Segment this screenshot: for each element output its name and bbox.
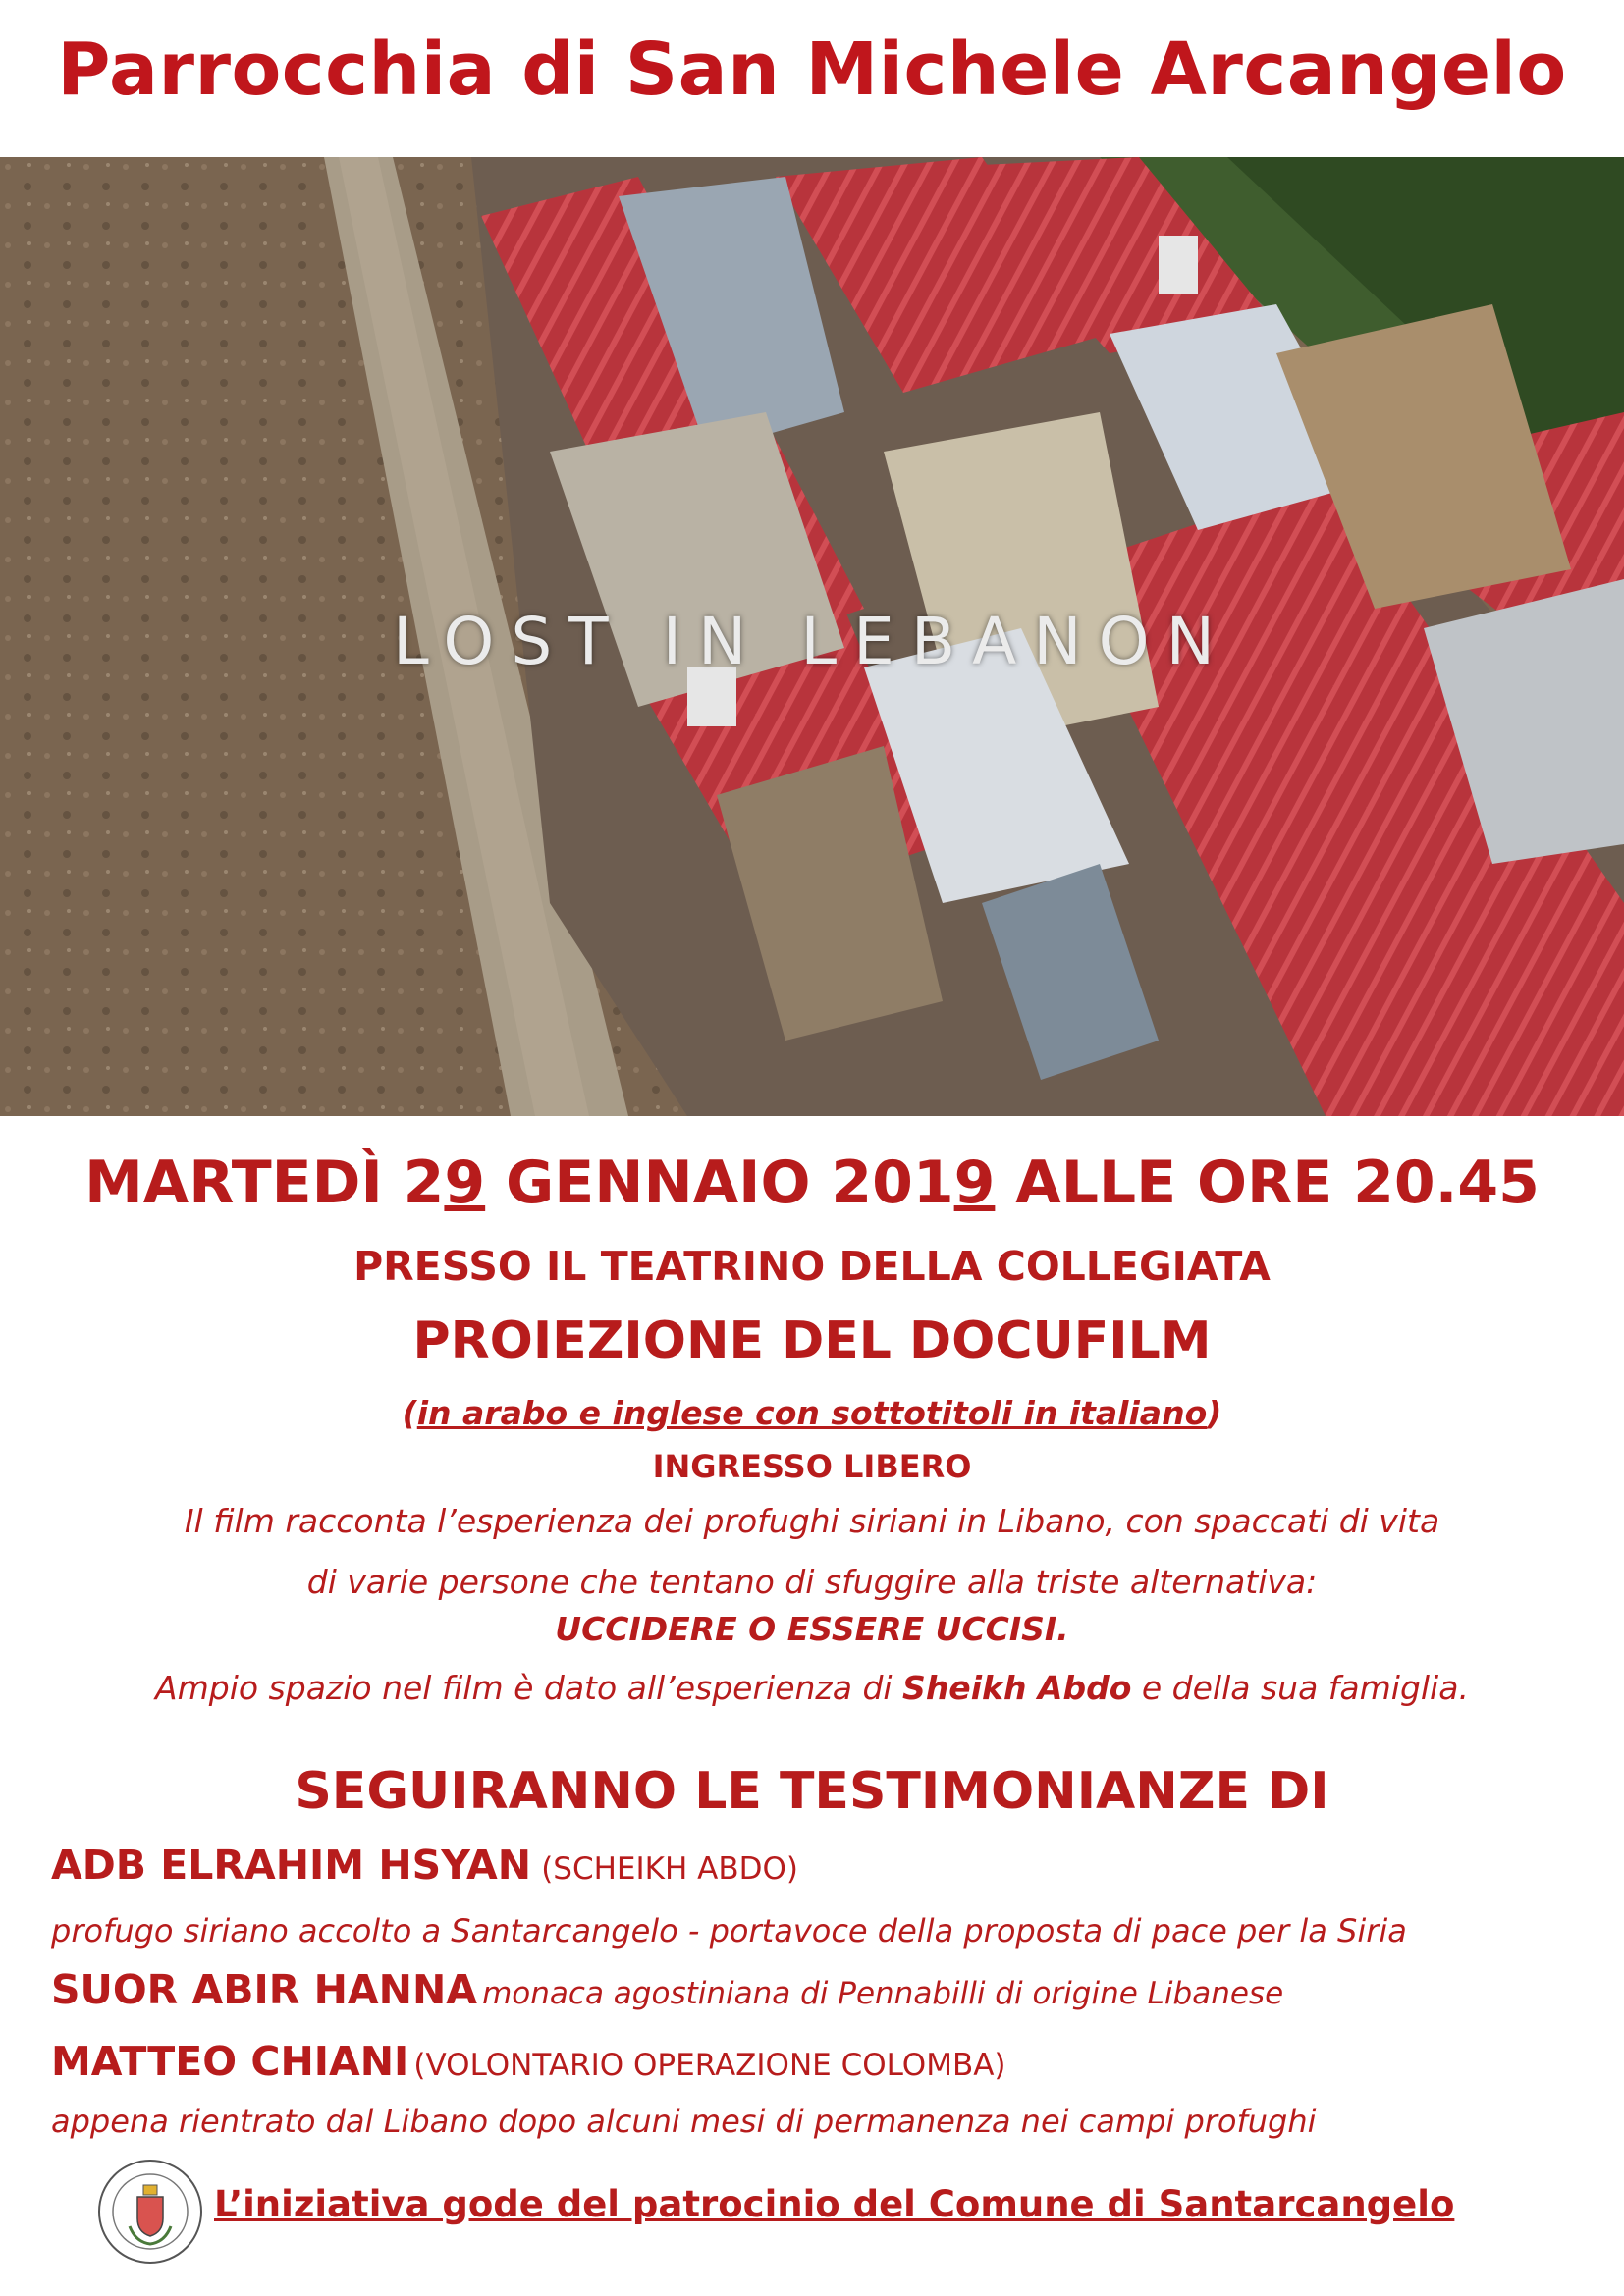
date-digit-1: 9 — [444, 1148, 486, 1217]
municipality-seal-icon — [96, 2158, 204, 2266]
parish-title: Parrocchia di San Michele Arcangelo — [57, 27, 1567, 112]
testimony-3 — [51, 2038, 1006, 2085]
language-note-open: ( — [402, 1394, 417, 1432]
testimony-2-note: monaca agostiniana di Pennabilli di origine Libanese — [482, 1976, 1284, 2011]
testimony-3-desc: appena rientrato dal Libano dopo alcuni mesi di permanenza nei campi profughi — [51, 2103, 1317, 2140]
testimony-2-name: SUOR ABIR HANNA — [51, 1966, 478, 2013]
description-line-4-c: e della sua famiglia. — [1131, 1669, 1469, 1707]
refugee-camp-photo — [0, 157, 1624, 1116]
description-line-3: UCCIDERE O ESSERE UCCISI. — [555, 1610, 1069, 1648]
description-line-2: di varie persone che tentano di sfuggire alla triste alternativa: — [306, 1563, 1318, 1601]
language-note — [0, 1394, 1624, 1432]
date-part-1: MARTEDÌ 2 — [84, 1148, 445, 1217]
language-note-text: in arabo e inglese con sottotitoli in italiano — [416, 1394, 1208, 1432]
patronage-note: L’iniziativa gode del patrocinio del Comune di Santarcangelo — [214, 2183, 1455, 2225]
description-line-1: Il film racconta l’esperienza dei profughi siriani in Libano, con spaccati di vita — [184, 1502, 1440, 1540]
event-date — [0, 1148, 1624, 1217]
description-line-4-name: Sheikh Abdo — [902, 1669, 1132, 1707]
film-title-overlay: LOST IN LEBANON — [393, 604, 1231, 679]
testimonies-heading: SEGUIRANNO LE TESTIMONIANZE DI — [295, 1762, 1329, 1821]
date-part-2: GENNAIO 201 — [485, 1148, 954, 1217]
description-line-4 — [0, 1669, 1624, 1707]
testimony-1-name: ADB ELRAHIM HSYAN — [51, 1842, 532, 1889]
testimony-1-desc: profugo siriano accolto a Santarcangelo - portavoce della proposta di pace per la Siria — [51, 1912, 1407, 1949]
testimony-1-note: (SCHEIKH ABDO) — [541, 1851, 798, 1887]
testimony-3-note: (VOLONTARIO OPERAZIONE COLOMBA) — [413, 2048, 1006, 2083]
date-digit-2: 9 — [953, 1148, 996, 1217]
date-part-3: ALLE ORE 20.45 — [995, 1148, 1540, 1217]
testimony-1 — [51, 1842, 798, 1889]
language-note-close: ) — [1207, 1394, 1222, 1432]
testimony-2 — [51, 1966, 1283, 2013]
projection-heading: PROIEZIONE DEL DOCUFILM — [412, 1311, 1212, 1370]
event-venue: PRESSO IL TEATRINO DELLA COLLEGIATA — [353, 1243, 1271, 1290]
free-entry: INGRESSO LIBERO — [652, 1448, 972, 1485]
description-line-4-a: Ampio spazio nel film è dato all’esperienza di — [155, 1669, 903, 1707]
testimony-3-name: MATTEO CHIANI — [51, 2038, 409, 2085]
